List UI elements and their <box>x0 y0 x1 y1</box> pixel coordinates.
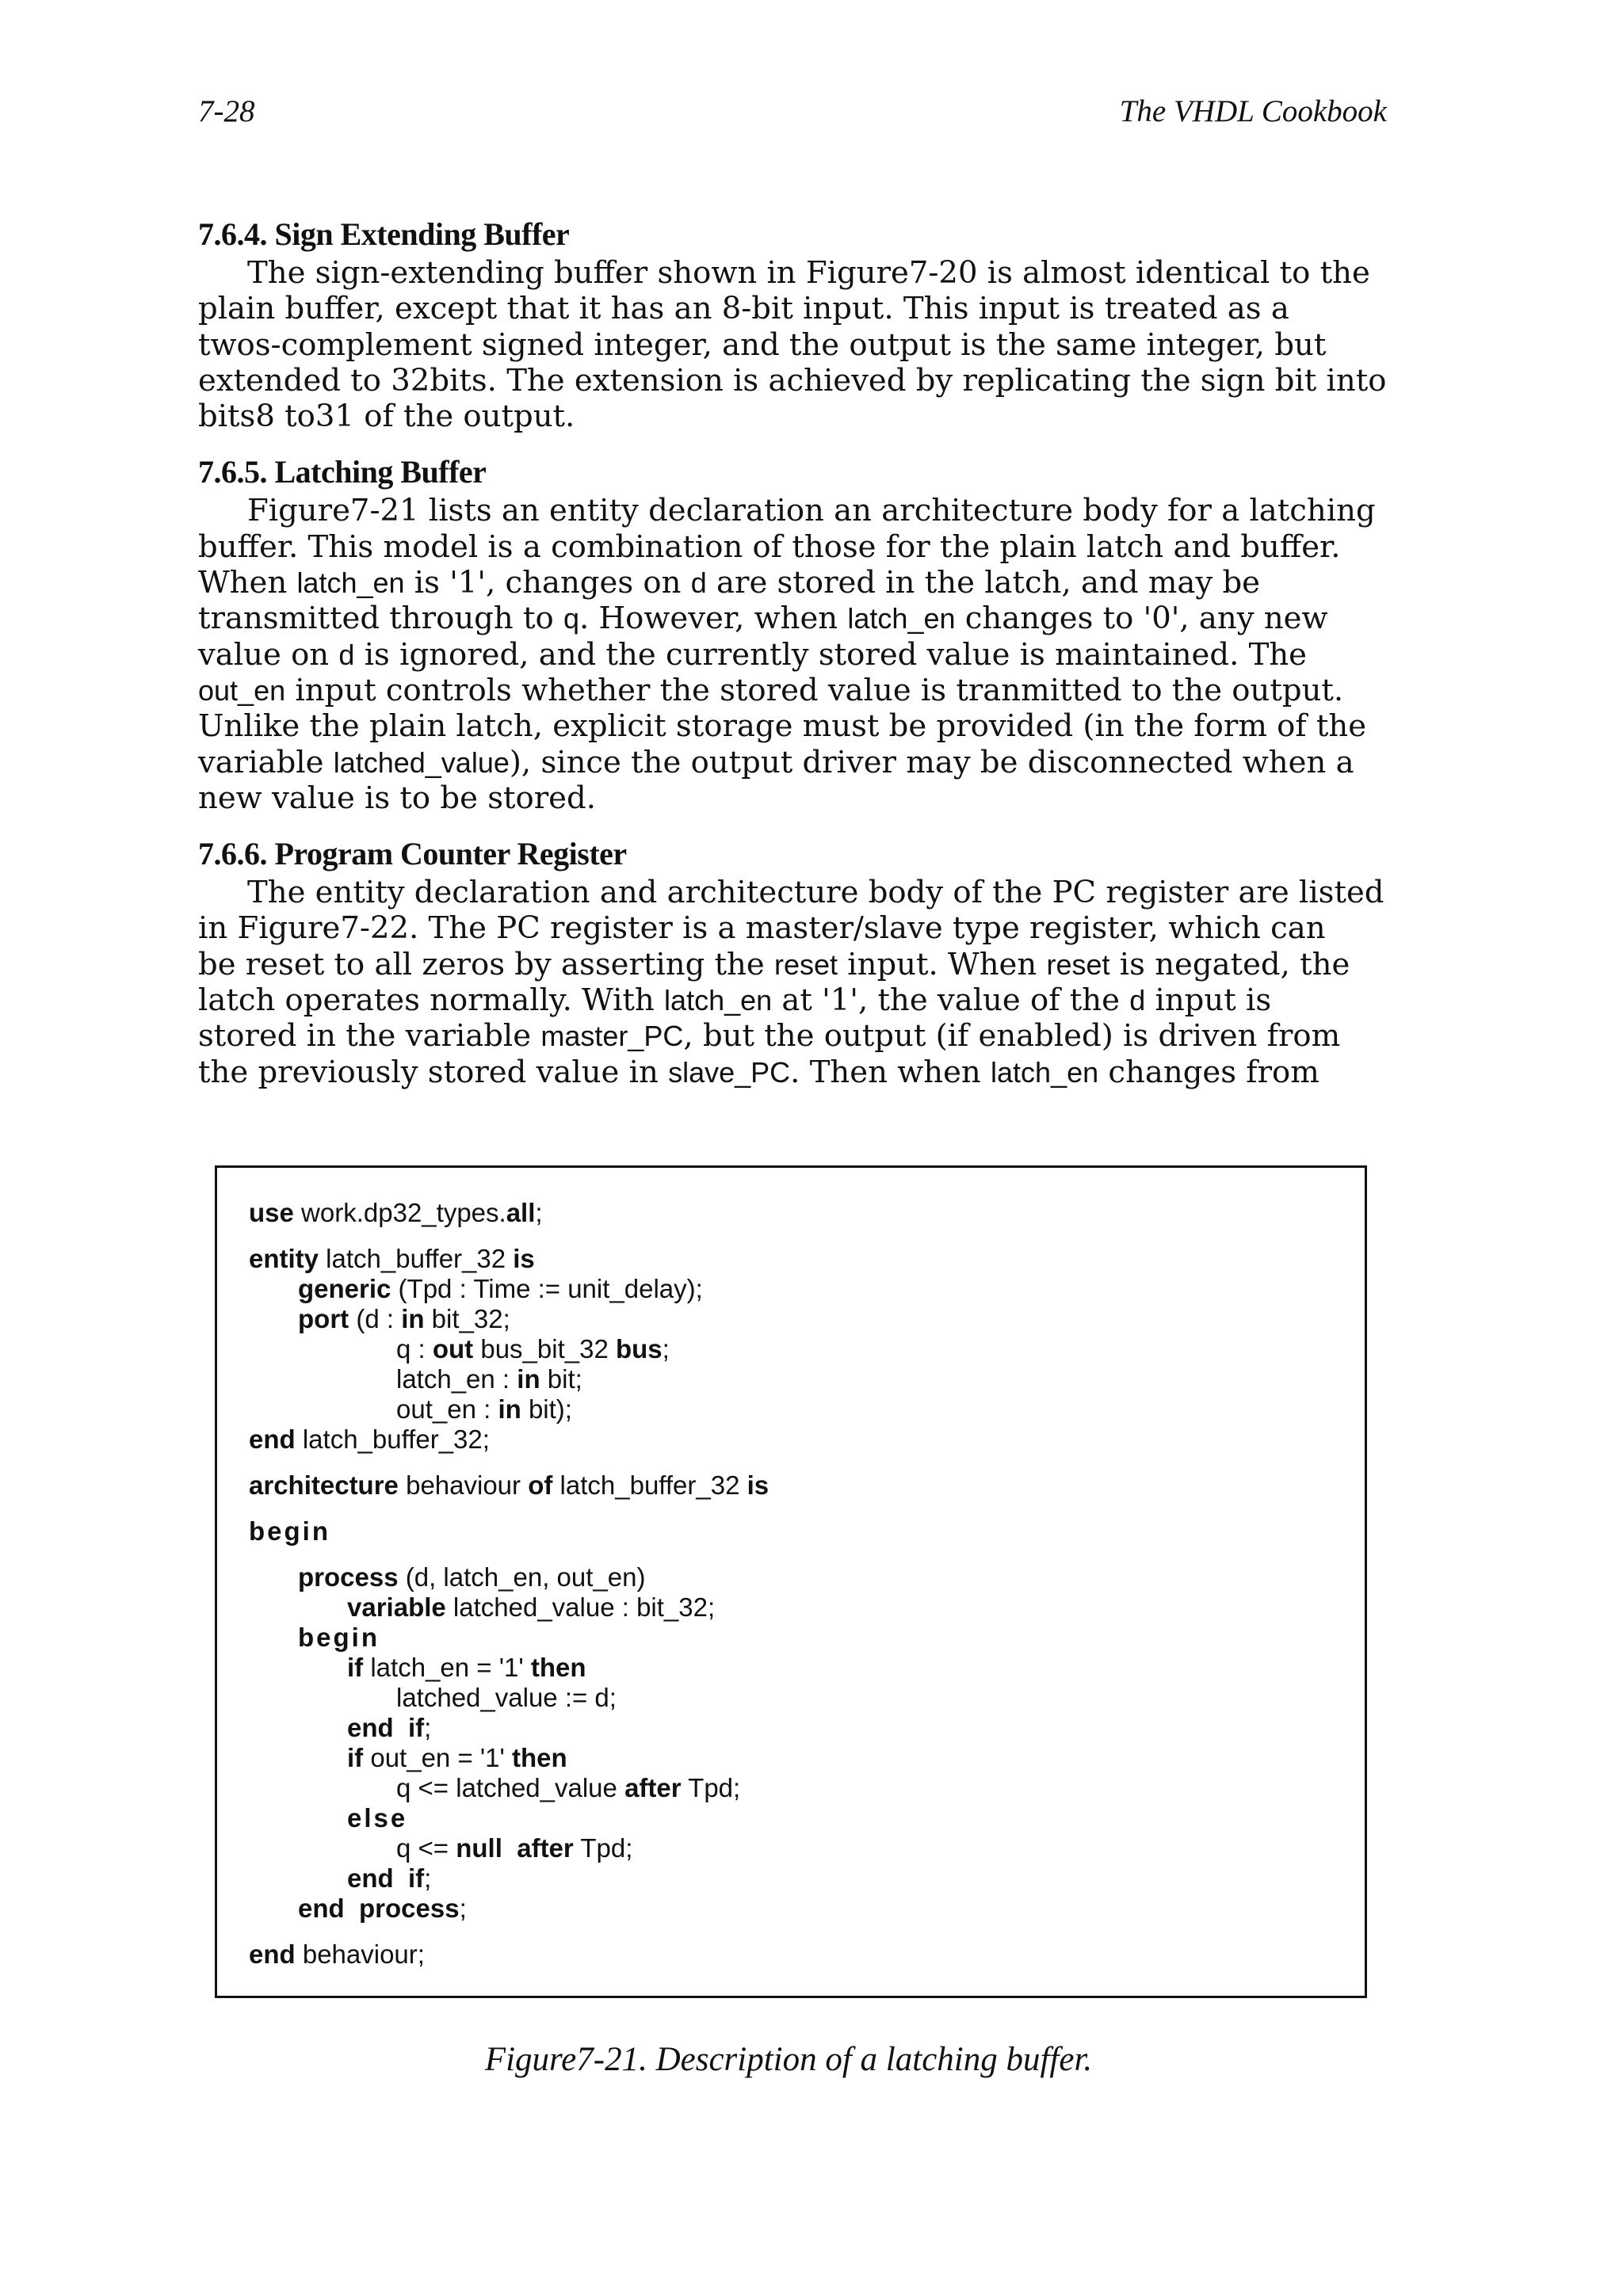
text-line <box>198 673 1387 708</box>
code-line <box>249 1803 769 1833</box>
code-text: bit; <box>540 1364 582 1394</box>
text-run: variable <box>198 744 334 780</box>
identifier: reset <box>773 948 838 981</box>
text-run: ), since the output driver may be disconnected when a <box>509 744 1354 780</box>
text-line <box>198 399 1387 434</box>
text-line <box>198 708 1387 744</box>
code-line <box>249 1833 769 1863</box>
code-text: behaviour; <box>295 1939 425 1969</box>
code-keyword: begin <box>298 1623 380 1652</box>
code-text: (Tpd : Time := unit_delay); <box>391 1274 703 1303</box>
code-listing-box <box>215 1165 1367 1998</box>
code-text: ; <box>535 1198 543 1227</box>
figure-caption: Figure7-21. Description of a latching buffer. <box>484 2041 1093 2078</box>
text-line <box>198 327 1387 363</box>
code-line <box>249 1425 769 1455</box>
text-run: When <box>198 565 297 601</box>
text-line <box>198 875 1387 910</box>
code-keyword: architecture <box>249 1470 399 1500</box>
code-text: latch_en = '1' <box>363 1653 531 1682</box>
text-line <box>198 493 1387 528</box>
text-line <box>198 910 1387 946</box>
code-keyword: is <box>513 1244 535 1273</box>
code-keyword: after <box>624 1773 682 1802</box>
text-run: input is <box>1145 982 1272 1019</box>
text-run: new value is to be stored. <box>198 780 596 816</box>
text-run: input. When <box>838 946 1047 982</box>
code-line <box>249 1274 769 1304</box>
code-line <box>249 1198 769 1228</box>
text-run: , but the output (if enabled) is driven from <box>683 1018 1341 1055</box>
code-text: q <= <box>396 1833 456 1863</box>
identifier: q <box>563 602 579 635</box>
text-line <box>198 255 1387 291</box>
text-run: are stored in the latch, and may be <box>706 565 1260 601</box>
code-text: latch_en : <box>396 1364 517 1394</box>
code-text: Tpd; <box>681 1773 741 1802</box>
code-keyword: entity <box>249 1244 319 1273</box>
code-keyword: use <box>249 1198 294 1227</box>
page-header <box>198 93 1387 141</box>
code-text: q : <box>396 1334 433 1363</box>
book-title: The VHDL Cookbook <box>1119 94 1387 128</box>
text-run: The sign-extending buffer shown in Figure7-20 is almost identical to the <box>247 255 1370 291</box>
code-line <box>249 1304 769 1334</box>
text-line <box>198 1055 1387 1090</box>
text-run: changes from <box>1098 1054 1319 1090</box>
paragraph-latching-buffer <box>198 493 1387 816</box>
code-text: ; <box>424 1863 432 1893</box>
code-line <box>249 1470 769 1501</box>
text-run: . Then when <box>790 1054 991 1090</box>
text-line <box>198 745 1387 780</box>
code-text: out_en : <box>396 1394 498 1424</box>
identifier: out_en <box>198 673 286 707</box>
page-number: 7-28 <box>198 94 255 128</box>
identifier: d <box>690 566 707 600</box>
code-keyword: generic <box>298 1274 391 1303</box>
code-text: (d : <box>349 1304 402 1333</box>
code-keyword: all <box>506 1198 536 1227</box>
code-keyword: end if <box>347 1863 425 1893</box>
text-run: twos-complement signed integer, and the output is the same integer, but <box>198 326 1327 363</box>
identifier: d <box>338 638 355 671</box>
code-line <box>249 1364 769 1394</box>
text-run: the previously stored value in <box>198 1054 669 1090</box>
identifier: reset <box>1046 948 1110 981</box>
identifier: latched_value <box>333 746 510 779</box>
code-text: (d, latch_en, out_en) <box>398 1562 646 1592</box>
code-keyword: variable <box>347 1592 446 1622</box>
code-text: latched_value : bit_32; <box>445 1592 716 1622</box>
code-text: bit); <box>521 1394 572 1424</box>
code-keyword: if <box>347 1653 364 1682</box>
text-run: The entity declaration and architecture body of the PC register are listed <box>247 875 1384 911</box>
code-keyword: if <box>347 1743 364 1772</box>
code-text: latch_buffer_32 <box>552 1470 747 1500</box>
text-line <box>198 637 1387 673</box>
text-run: is '1', changes on <box>404 565 691 601</box>
text-run: buffer. This model is a combination of those for the plain latch and buffer. <box>198 528 1341 565</box>
text-line <box>198 780 1387 816</box>
code-line <box>249 1894 769 1924</box>
code-line <box>249 1562 769 1592</box>
code-text: Tpd; <box>573 1833 633 1863</box>
code-text: ; <box>424 1713 432 1742</box>
code-line <box>249 1743 769 1773</box>
identifier: latch_en <box>991 1055 1099 1089</box>
code-keyword: in <box>517 1364 540 1394</box>
identifier: latch_en <box>664 984 773 1017</box>
section-heading-latching-buffer: 7.6.5. Latching Buffer <box>198 454 487 490</box>
identifier: master_PC <box>540 1020 684 1053</box>
code-keyword: begin <box>249 1516 330 1546</box>
code-text: out_en = '1' <box>363 1743 513 1772</box>
code-keyword: is <box>747 1470 769 1500</box>
text-run: is ignored, and the currently stored value is maintained. The <box>354 636 1308 673</box>
text-run: at '1', the value of the <box>772 982 1130 1019</box>
text-run: . However, when <box>579 601 848 637</box>
code-keyword: then <box>512 1743 567 1772</box>
code-text: latch_buffer_32; <box>295 1425 490 1454</box>
code-line <box>249 1623 769 1653</box>
code-keyword: port <box>298 1304 349 1333</box>
code-line <box>249 1592 769 1623</box>
text-run: value on <box>198 636 339 673</box>
code-keyword: then <box>530 1653 586 1682</box>
text-run: plain buffer, except that it has an 8-bit input. This input is treated as a <box>198 291 1289 327</box>
code-text: work.dp32_types. <box>293 1198 506 1227</box>
code-keyword: end process <box>298 1894 460 1923</box>
code-keyword: bus <box>615 1334 663 1363</box>
code-text: latch_buffer_32 <box>319 1244 514 1273</box>
text-line <box>198 1018 1387 1054</box>
text-line <box>198 565 1387 601</box>
code-line <box>249 1683 769 1713</box>
code-text: ; <box>459 1894 467 1923</box>
identifier: slave_PC <box>668 1055 791 1089</box>
code-line <box>249 1394 769 1425</box>
code-keyword: in <box>498 1394 521 1424</box>
vhdl-code <box>249 1198 769 1970</box>
code-line <box>249 1244 769 1274</box>
text-run: latch operates normally. With <box>198 982 665 1019</box>
code-keyword: of <box>528 1470 553 1500</box>
text-line <box>198 982 1387 1018</box>
text-run: is negated, the <box>1109 946 1350 982</box>
section-heading-program-counter-register: 7.6.6. Program Counter Register <box>198 836 627 872</box>
code-text: bus_bit_32 <box>473 1334 616 1363</box>
text-line <box>198 947 1387 982</box>
code-text: ; <box>662 1334 670 1363</box>
text-run: extended to 32bits. The extension is achieved by replicating the sign bit into <box>198 362 1387 399</box>
text-run: changes to '0', any new <box>955 601 1328 637</box>
code-keyword: else <box>347 1803 408 1833</box>
text-run: be reset to all zeros by asserting the <box>198 946 774 982</box>
code-text: q <= latched_value <box>396 1773 625 1802</box>
code-line <box>249 1939 769 1970</box>
code-keyword: in <box>401 1304 425 1333</box>
text-run: Figure7-21 lists an entity declaration an architecture body for a latching <box>247 493 1376 529</box>
identifier: d <box>1129 984 1146 1017</box>
identifier: latch_en <box>847 602 956 635</box>
code-line <box>249 1713 769 1743</box>
text-line <box>198 601 1387 636</box>
code-keyword: end <box>249 1939 296 1969</box>
paragraph-sign-extending-buffer <box>198 255 1387 434</box>
text-line <box>198 291 1387 326</box>
code-keyword: end if <box>347 1713 425 1742</box>
code-line <box>249 1863 769 1894</box>
paragraph-program-counter-register <box>198 875 1387 1090</box>
identifier: latch_en <box>296 566 405 600</box>
text-run: in Figure7-22. The PC register is a master/slave type register, which can <box>198 910 1326 947</box>
text-run: transmitted through to <box>198 601 563 637</box>
code-text: bit_32; <box>424 1304 510 1333</box>
text-run: Unlike the plain latch, explicit storage must be provided (in the form of the <box>198 708 1367 745</box>
code-text: behaviour <box>398 1470 529 1500</box>
text-line <box>198 529 1387 565</box>
code-line <box>249 1334 769 1364</box>
code-keyword: null after <box>456 1833 574 1863</box>
section-heading-sign-extending-buffer: 7.6.4. Sign Extending Buffer <box>198 216 570 252</box>
code-line <box>249 1516 769 1547</box>
code-line <box>249 1773 769 1803</box>
text-line <box>198 363 1387 399</box>
text-run: stored in the variable <box>198 1018 541 1055</box>
text-run: bits8 to31 of the output. <box>198 399 575 435</box>
text-run: input controls whether the stored value is tranmitted to the output. <box>285 672 1344 708</box>
body-text <box>198 214 1387 1090</box>
code-keyword: out <box>432 1334 474 1363</box>
code-text: latched_value := d; <box>396 1683 617 1712</box>
code-line <box>249 1653 769 1683</box>
code-keyword: end <box>249 1425 296 1454</box>
code-keyword: process <box>298 1562 399 1592</box>
